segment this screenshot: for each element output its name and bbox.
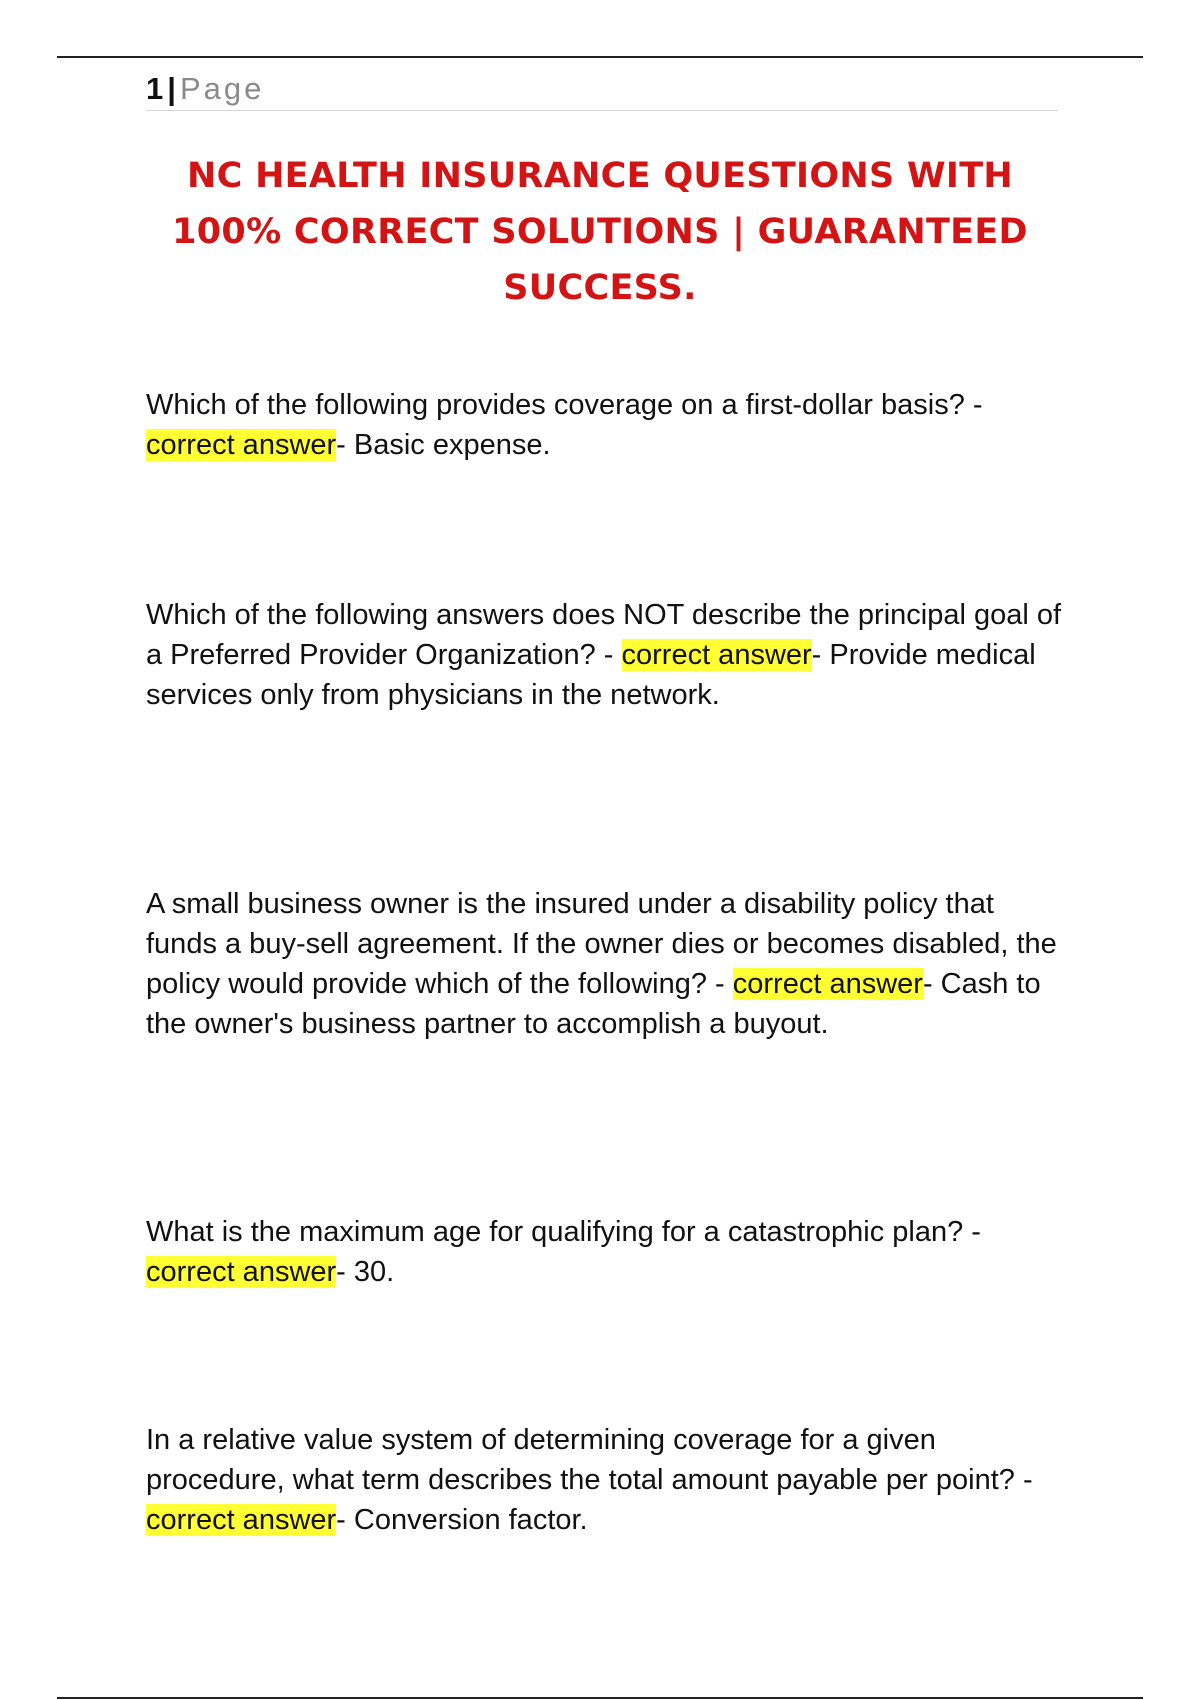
document-title: NC HEALTH INSURANCE QUESTIONS WITH 100% CORRECT SOLUTIONS | GUARANTEED SUCCESS. [172, 156, 1028, 308]
question-text: What is the maximum age for qualifying for a catastrophic plan? - [146, 1216, 981, 1248]
qa-item-5 [146, 1420, 1066, 1540]
page-separator: | [167, 71, 176, 106]
bottom-rule [57, 1697, 1143, 1699]
question-text: A small business owner is the insured under a disability policy that funds a buy-sell agreement. If the owner dies or becomes disabled, the policy would provide which of the following? - [146, 888, 1057, 1000]
correct-answer-marker: correct answer [146, 1256, 337, 1288]
answer-text: - Conversion factor. [336, 1504, 588, 1536]
qa-item-4 [146, 1212, 1066, 1292]
question-text: Which of the following answers does NOT describe the principal goal of a Preferred Provider Organization? - [146, 599, 1062, 671]
question-text: Which of the following provides coverage on a first-dollar basis? - [146, 389, 983, 421]
page-header [146, 68, 1058, 111]
qa-item-1 [146, 385, 1066, 465]
question-text: In a relative value system of determining coverage for a given procedure, what term describes the total amount payable per point? - [146, 1424, 1033, 1496]
top-rule [57, 56, 1143, 58]
page-number: 1 [146, 71, 164, 106]
answer-text: - 30. [336, 1256, 395, 1288]
page-label: Page [179, 71, 265, 106]
qa-item-2 [146, 595, 1066, 715]
answer-text: - Cash to the owner's business partner to accomplish a buyout. [146, 968, 1041, 1040]
answer-text: - Provide medical services only from physicians in the network. [146, 639, 1036, 711]
correct-answer-marker: correct answer [146, 1504, 337, 1536]
correct-answer-marker: correct answer [146, 429, 337, 461]
correct-answer-marker: correct answer [732, 968, 923, 1000]
qa-item-3 [146, 884, 1066, 1044]
correct-answer-marker: correct answer [621, 639, 812, 671]
answer-text: - Basic expense. [336, 429, 551, 461]
